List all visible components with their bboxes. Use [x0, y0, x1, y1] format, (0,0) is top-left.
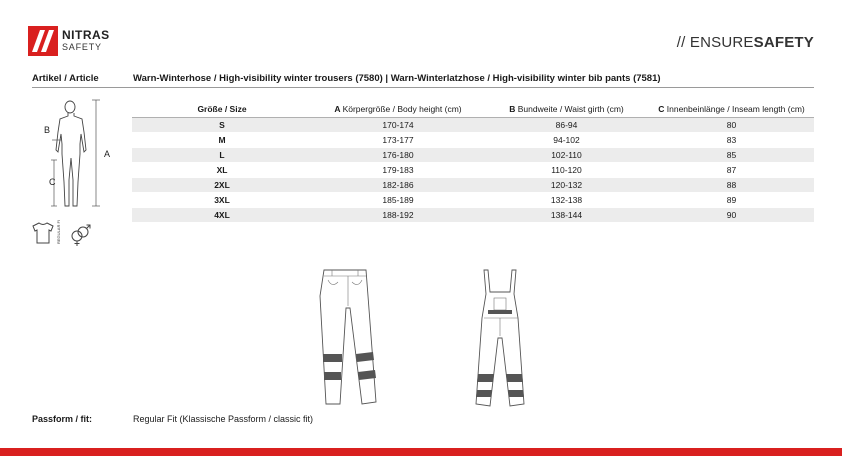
unisex-gender-icon	[72, 225, 90, 246]
trousers-drawing	[318, 266, 380, 410]
trousers-icon	[318, 266, 380, 410]
cell-height: 182-186	[312, 177, 484, 192]
tshirt-icon	[33, 223, 53, 243]
col-waist: B Bundweite / Waist girth (cm)	[484, 102, 649, 117]
table-row	[132, 117, 814, 132]
cell-waist: 86-94	[484, 117, 649, 132]
measure-label-a: A	[104, 149, 111, 159]
table-row	[132, 162, 814, 177]
cell-waist: 102-110	[484, 147, 649, 162]
cell-height: 176-180	[312, 147, 484, 162]
table-row	[132, 207, 814, 222]
cell-inseam: 83	[649, 132, 814, 147]
cell-size: L	[132, 147, 312, 162]
cell-height: 170-174	[312, 117, 484, 132]
symbol-row	[30, 220, 120, 248]
cell-height: 185-189	[312, 192, 484, 207]
table-row	[132, 132, 814, 147]
fit-value: Regular Fit (Klassische Passform / classic fit)	[133, 414, 314, 424]
table-row	[132, 177, 814, 192]
slogan-prefix: // ENSURE	[676, 34, 754, 51]
divider	[32, 87, 814, 88]
col-size: Größe / Size	[132, 102, 312, 117]
cell-size: XL	[132, 162, 312, 177]
body-silhouette-icon	[38, 98, 122, 210]
cell-size: S	[132, 117, 312, 132]
measure-label-b: B	[44, 125, 51, 135]
cell-inseam: 90	[649, 207, 814, 222]
cell-inseam: 87	[649, 162, 814, 177]
article-value: Warn-Winterhose / High-visibility winter trousers (7580) | Warn-Winterlatzhose / High-visibility winter bib pants (7581)	[133, 73, 661, 84]
table-header-row	[132, 102, 814, 117]
measure-label-c: C	[49, 177, 56, 187]
brand-name: NITRAS	[62, 28, 110, 42]
cell-waist: 94-102	[484, 132, 649, 147]
fit-row	[32, 414, 532, 428]
cell-waist: 110-120	[484, 162, 649, 177]
bib-pants-icon	[472, 266, 528, 410]
col-inseam: C Innenbeinlänge / Inseam length (cm)	[649, 102, 814, 117]
nitras-logo-icon	[28, 26, 58, 56]
size-table	[132, 102, 814, 223]
article-label: Artikel / Article	[32, 73, 99, 84]
brand-sub: SAFETY	[62, 42, 102, 52]
cell-inseam: 89	[649, 192, 814, 207]
cell-waist: 138-144	[484, 207, 649, 222]
slogan-bold: SAFETY	[753, 34, 814, 51]
cell-size: 3XL	[132, 192, 312, 207]
cell-inseam: 80	[649, 117, 814, 132]
table-row	[132, 192, 814, 207]
brand-logo	[28, 26, 108, 58]
cell-waist: 132-138	[484, 192, 649, 207]
cell-size: 4XL	[132, 207, 312, 222]
cell-size: 2XL	[132, 177, 312, 192]
cell-waist: 120-132	[484, 177, 649, 192]
article-row	[32, 73, 814, 87]
cell-height: 179-183	[312, 162, 484, 177]
cell-inseam: 85	[649, 147, 814, 162]
footer-accent-bar	[0, 448, 842, 456]
cell-height: 188-192	[312, 207, 484, 222]
cell-size: M	[132, 132, 312, 147]
measurement-figure	[38, 98, 122, 210]
cell-height: 173-177	[312, 132, 484, 147]
table-row	[132, 147, 814, 162]
col-height: A Körpergröße / Body height (cm)	[312, 102, 484, 117]
regular-fit-mark: REGULAR FIT	[56, 220, 61, 244]
fit-label: Passform / fit:	[32, 414, 93, 424]
slogan	[677, 34, 814, 51]
cell-inseam: 88	[649, 177, 814, 192]
bib-pants-drawing	[472, 266, 528, 410]
